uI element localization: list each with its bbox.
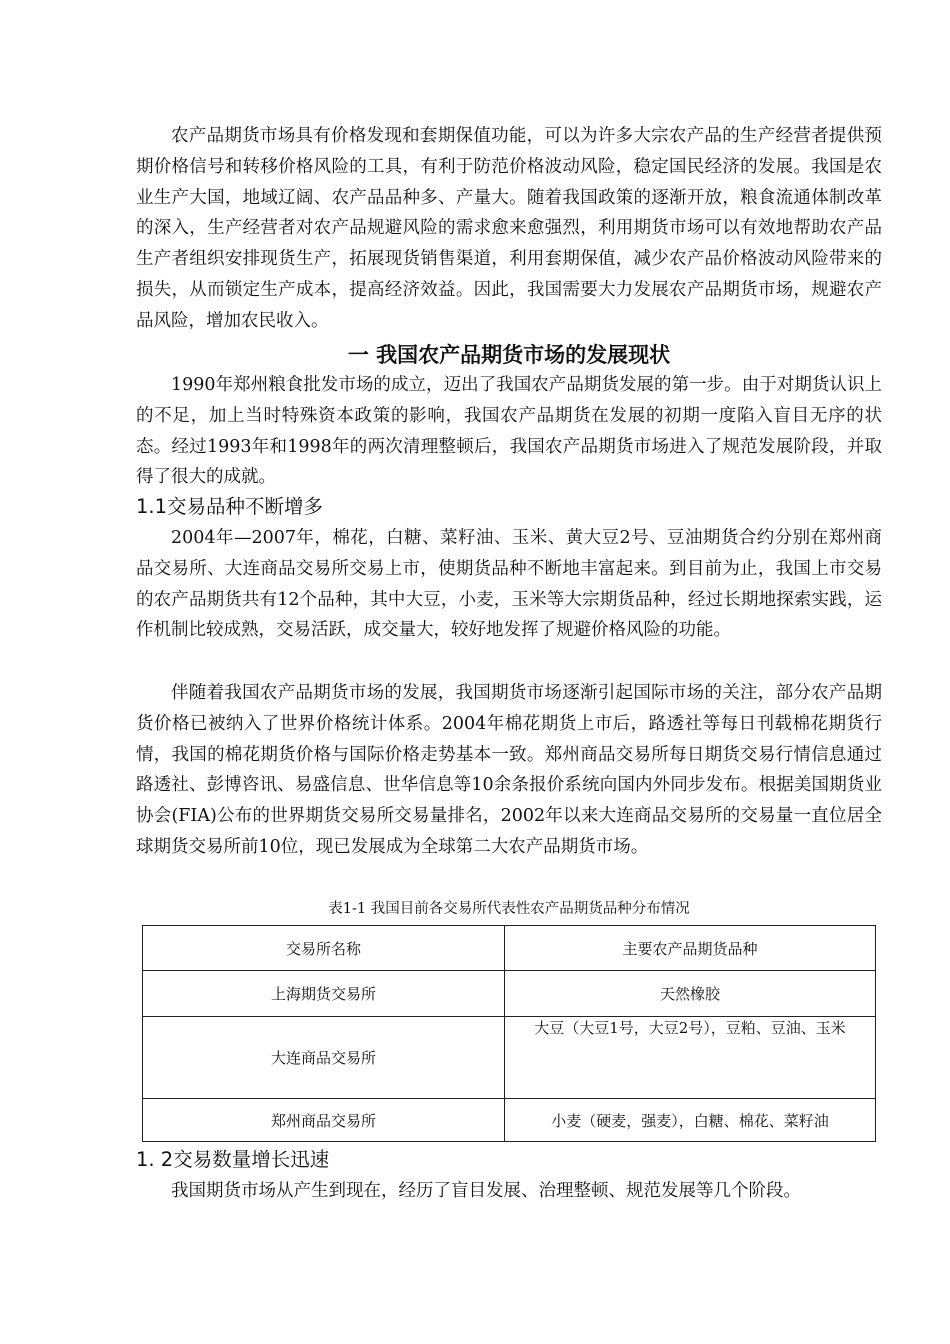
section-1-2-paragraph: 我国期货市场从产生到现在，经历了盲目发展、治理整顿、规范发展等几个阶段。 <box>171 1181 801 1201</box>
table-cell-exchange: 大连商品交易所 <box>143 1017 505 1099</box>
table-cell-products: 小麦（硬麦，强麦），白糖、棉花、菜籽油 <box>505 1099 876 1142</box>
table-row <box>143 1099 876 1142</box>
intro-paragraph: 农产品期货市场具有价格发现和套期保值功能，可以为许多大宗农产品的生产经营者提供预期价格信号和转移价格风险的工具，有利于防范价格波动风险，稳定国民经济的发展。我国是农业生产大国，地域辽阔、农产品品种多、产量大。随着我国政策的逐渐开放，粮食流通体制改革的深入，生产经营者对农产品规避风险的需求愈来愈强烈，利用期货市场可以有效地帮助农产品生产者组织安排现货生产，拓展现货销售渠道，利用套期保值，减少农产品价格波动风险带来的损失，从而锁定生产成本，提高经济效益。因此，我国需要大力发展农产品期货市场，规避农产品风险，增加农民收入。 <box>136 126 882 331</box>
section-1-1-paragraph-2: 伴随着我国农产品期货市场的发展，我国期货市场逐渐引起国际市场的关注，部分农产品期货价格已被纳入了世界价格统计体系。2004年棉花期货上市后，路透社等每日刊载棉花期货行情，我国的棉花期货价格与国际价格走势基本一致。郑州商品交易所每日期货交易行情信息通过路透社、彭博咨讯、易盛信息、世华信息等10余条报价系统向国内外同步发布。根据美国期货业协会(FIA)公布的世界期货交易所交易量排名，2002年以来大连商品交易所的交易量一直位居全球期货交易所前10位，现已发展成为全球第二大农产品期货市场。 <box>136 683 882 857</box>
table-header-row <box>143 926 876 971</box>
section-1-paragraph: 1990年郑州粮食批发市场的成立，迈出了我国农产品期货发展的第一步。由于对期货认识上的不足，加上当时特殊资本政策的影响，我国农产品期货在发展的初期一度陷入盲目无序的状态。经过1993年和1998年的两次清理整顿后，我国农产品期货市场进入了规范发展阶段，并取得了很大的成就。 <box>136 375 882 488</box>
table-row <box>143 1017 876 1099</box>
table-cell-products: 大豆（大豆1号，大豆2号），豆粕、豆油、玉米 <box>505 1017 876 1099</box>
exchange-table <box>142 925 876 1142</box>
section-1-heading: 一 我国农产品期货市场的发展现状 <box>347 343 671 367</box>
table-row <box>143 971 876 1017</box>
section-1-2-heading: 1. 2交易数量增长迅速 <box>136 1148 330 1171</box>
section-1-1-paragraph-1: 2004年—2007年，棉花，白糖、菜籽油、玉米、黄大豆2号、豆油期货合约分别在郑州商品交易所、大连商品交易所交易上市，使期货品种不断地丰富起来。到目前为止，我国上市交易的农产品期货共有12个品种，其中大豆，小麦，玉米等大宗期货品种，经过长期地探索实践，运作机制比较成熟，交易活跃，成交量大，较好地发挥了规避价格风险的功能。 <box>136 528 882 641</box>
table-cell-exchange: 上海期货交易所 <box>143 971 505 1017</box>
table-header-cell: 交易所名称 <box>143 926 505 971</box>
table-caption: 表1-1 我国目前各交易所代表性农产品期货品种分布情况 <box>328 901 690 917</box>
table-header-cell: 主要农产品期货品种 <box>505 926 876 971</box>
table-cell-products: 天然橡胶 <box>505 971 876 1017</box>
section-1-1-heading: 1.1交易品种不断增多 <box>136 495 324 518</box>
table-cell-exchange: 郑州商品交易所 <box>143 1099 505 1142</box>
